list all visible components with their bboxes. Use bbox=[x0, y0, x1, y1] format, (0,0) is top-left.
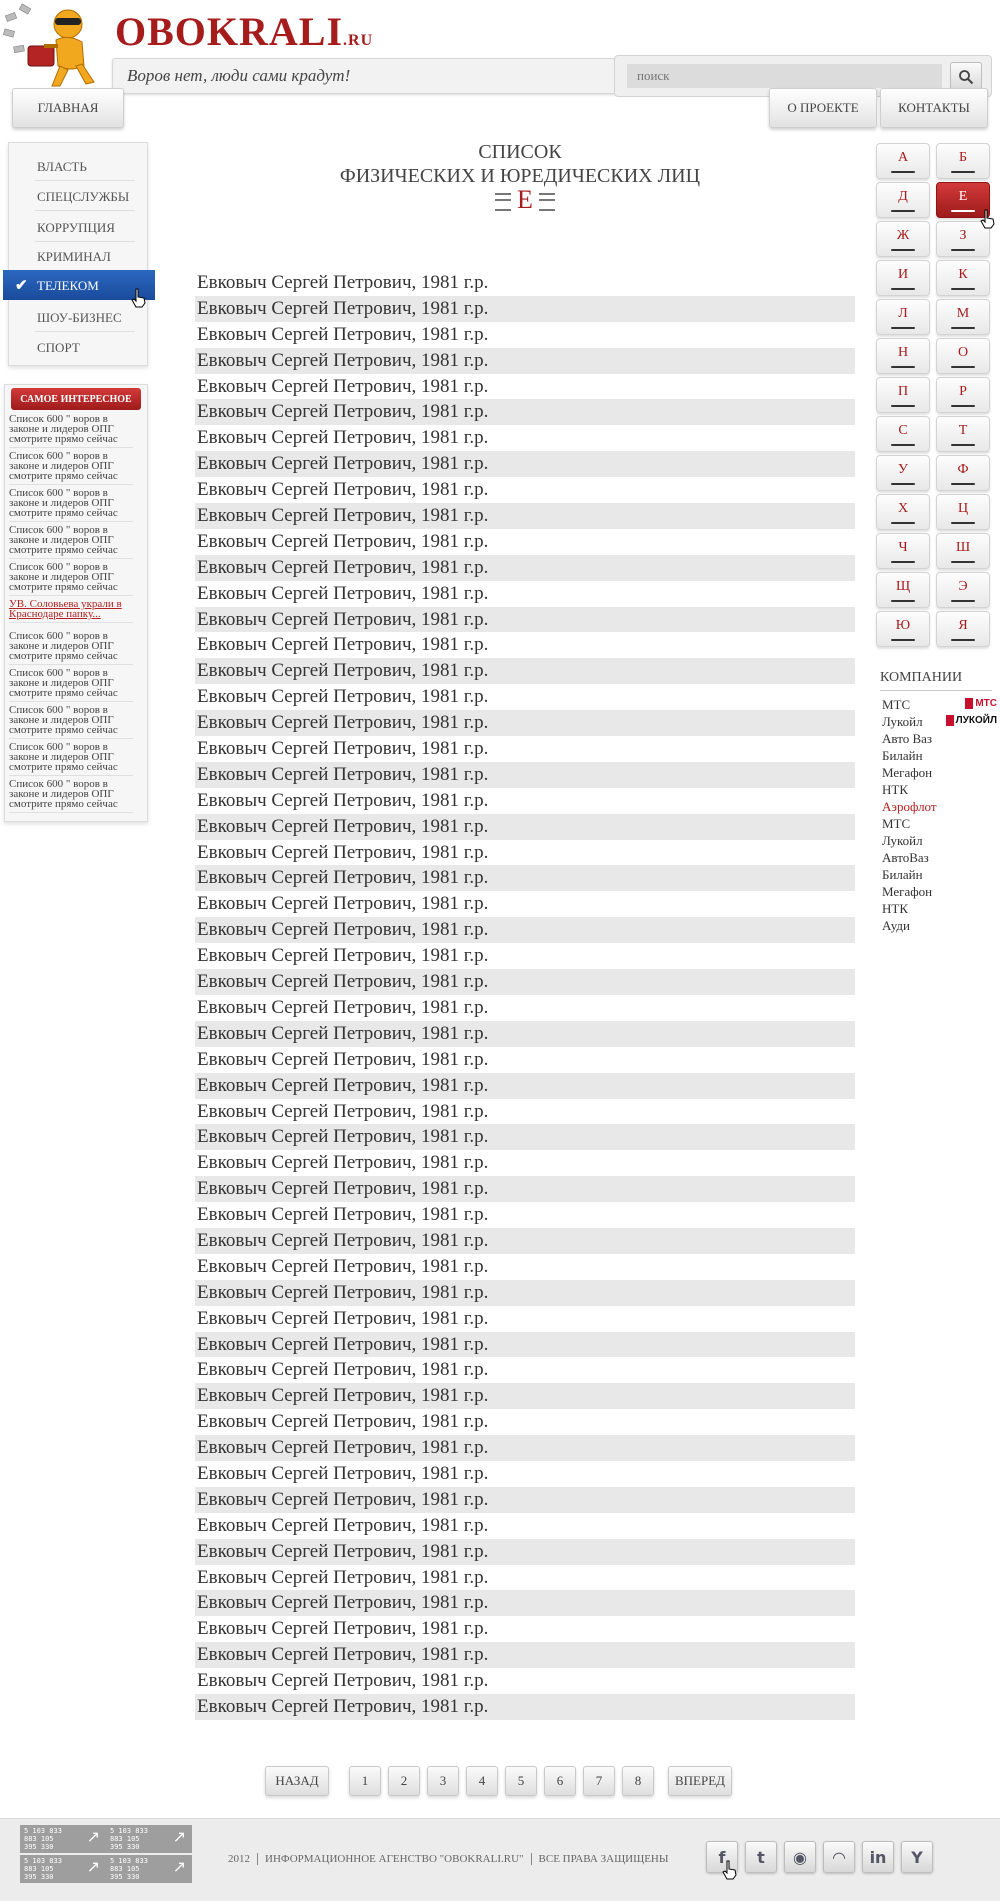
linkedin-icon: in bbox=[869, 1847, 887, 1867]
company-link[interactable] bbox=[882, 697, 997, 714]
right-lines-decoration bbox=[539, 193, 555, 211]
letter-button-16[interactable] bbox=[936, 416, 990, 452]
list-item[interactable]: Евковыч Сергей Петрович, 1981 г.р. bbox=[195, 1383, 855, 1409]
interesting-link[interactable]: Список 600 " воров в законе и лидеров ОПГ смотрите прямо сейчас bbox=[9, 525, 133, 559]
letter-label: К bbox=[958, 267, 968, 282]
menu-item-label: ВЛАСТЬ bbox=[37, 159, 87, 174]
letter-label: И bbox=[897, 267, 909, 282]
letter-underline bbox=[891, 405, 915, 407]
slogan-text: Воров нет, люди сами крадут! bbox=[127, 66, 351, 85]
letter-underline bbox=[951, 288, 975, 290]
nav-about-button[interactable]: О ПРОЕКТЕ bbox=[769, 88, 877, 128]
copyright-rights: ВСЕ ПРАВА ЗАЩИЩЕНЫ bbox=[538, 1853, 669, 1865]
menu-item-sport[interactable] bbox=[9, 332, 147, 362]
menu-item-specsluzhby[interactable] bbox=[9, 181, 147, 211]
letter-label: Э bbox=[958, 579, 968, 594]
letter-label: Ф bbox=[957, 462, 969, 477]
letter-underline bbox=[951, 639, 975, 641]
letter-underline bbox=[891, 210, 915, 212]
company-name: АвтоВаз bbox=[882, 850, 929, 865]
twitter-icon: t bbox=[757, 1847, 765, 1867]
title-line-2: ФИЗИЧЕСКИХ И ЮРЕДИЧЕСКИХ ЛИЦ bbox=[339, 165, 701, 187]
prev-page-button[interactable]: НАЗАД bbox=[265, 1766, 329, 1796]
letter-label: Ю bbox=[895, 618, 911, 633]
list-item[interactable]: Евковыч Сергей Петрович, 1981 г.р. bbox=[195, 451, 855, 477]
letter-underline bbox=[891, 483, 915, 485]
list-item[interactable]: Евковыч Сергей Петрович, 1981 г.р. bbox=[195, 814, 855, 840]
list-item[interactable]: Евковыч Сергей Петрович, 1981 г.р. bbox=[197, 1307, 489, 1329]
list-item[interactable]: Евковыч Сергей Петрович, 1981 г.р. bbox=[197, 996, 489, 1018]
letter-label: С bbox=[898, 423, 908, 438]
visitor-counter[interactable]: 5 103 833 883 105 395 330 ↗ bbox=[20, 1825, 106, 1853]
hand-cursor-icon bbox=[722, 1860, 738, 1885]
list-item[interactable]: Евковыч Сергей Петрович, 1981 г.р. bbox=[197, 1100, 489, 1122]
letter-button-20[interactable] bbox=[936, 494, 990, 530]
list-item[interactable]: Евковыч Сергей Петрович, 1981 г.р. bbox=[197, 375, 489, 397]
letter-button-14[interactable] bbox=[936, 377, 990, 413]
company-name: Мегафон bbox=[882, 884, 933, 899]
list-item[interactable]: Евковыч Сергей Петрович, 1981 г.р. bbox=[197, 686, 489, 708]
company-link[interactable] bbox=[882, 850, 997, 867]
company-logo: МТС bbox=[965, 698, 997, 709]
current-letter-indicator bbox=[495, 185, 555, 215]
slogan-bar bbox=[112, 58, 619, 94]
hand-cursor-icon bbox=[131, 288, 147, 313]
company-link[interactable] bbox=[882, 918, 997, 935]
companies-divider bbox=[880, 690, 992, 691]
list-item[interactable]: Евковыч Сергей Петрович, 1981 г.р. bbox=[197, 530, 489, 552]
letter-button-21[interactable] bbox=[876, 533, 930, 569]
letter-underline bbox=[891, 639, 915, 641]
company-name: Билайн bbox=[882, 748, 923, 763]
letter-label: Ш bbox=[955, 540, 971, 555]
page-button[interactable]: 7 bbox=[583, 1766, 615, 1796]
letter-underline bbox=[891, 366, 915, 368]
title-line-1: СПИСОК bbox=[478, 141, 562, 163]
letter-underline bbox=[951, 405, 975, 407]
menu-item-label: ШОУ-БИЗНЕС bbox=[37, 310, 122, 325]
menu-item-korrupciya[interactable] bbox=[9, 212, 147, 242]
list-item[interactable]: Евковыч Сергей Петрович, 1981 г.р. bbox=[197, 789, 489, 811]
list-item[interactable]: Евковыч Сергей Петрович, 1981 г.р. bbox=[195, 1021, 855, 1047]
interesting-header: САМОЕ ИНТЕРЕСНОЕ bbox=[11, 388, 141, 410]
company-name: Мегафон bbox=[882, 765, 933, 780]
current-letter: Е bbox=[517, 185, 533, 214]
list-item[interactable]: Евковыч Сергей Петрович, 1981 г.р. bbox=[197, 1359, 489, 1381]
letter-label: Д bbox=[898, 189, 908, 204]
company-link[interactable] bbox=[882, 816, 997, 833]
letter-underline bbox=[951, 327, 975, 329]
menu-item-vlast[interactable] bbox=[9, 151, 147, 181]
letter-label: Ц bbox=[957, 501, 969, 516]
left-lines-decoration bbox=[495, 193, 511, 211]
interesting-link[interactable]: Список 600 " воров в законе и лидеров ОПГ смотрите прямо сейчас bbox=[9, 414, 133, 448]
letter-label: Н bbox=[897, 345, 909, 360]
list-item[interactable]: Евковыч Сергей Петрович, 1981 г.р. bbox=[197, 1255, 489, 1277]
visitor-counter[interactable]: 5 103 833 883 105 395 330 ↗ bbox=[20, 1855, 106, 1883]
rss-icon: ◉ bbox=[793, 1847, 807, 1867]
interesting-link-highlighted[interactable]: УВ. Соловьева украли в Краснодаре папку... bbox=[9, 599, 133, 623]
interesting-link[interactable]: Список 600 " воров в законе и лидеров ОПГ смотрите прямо сейчас bbox=[9, 742, 133, 776]
company-link[interactable] bbox=[882, 884, 997, 901]
letter-button-18[interactable] bbox=[936, 455, 990, 491]
list-item[interactable]: Евковыч Сергей Петрович, 1981 г.р. bbox=[195, 1694, 855, 1720]
arrow-icon: ↗ bbox=[86, 1827, 100, 1846]
letter-label: У bbox=[898, 462, 908, 477]
search-input[interactable] bbox=[627, 64, 942, 88]
arrow-icon: ↗ bbox=[86, 1857, 100, 1876]
list-item[interactable]: Евковыч Сергей Петрович, 1981 г.р. bbox=[197, 1462, 489, 1484]
category-menu bbox=[8, 142, 148, 366]
list-item[interactable]: Евковыч Сергей Петрович, 1981 г.р. bbox=[195, 296, 855, 322]
interesting-link[interactable]: Список 600 " воров в законе и лидеров ОПГ смотрите прямо сейчас bbox=[9, 631, 133, 665]
letter-label: Я bbox=[958, 618, 968, 633]
list-item[interactable]: Евковыч Сергей Петрович, 1981 г.р. bbox=[195, 503, 855, 529]
pagination bbox=[265, 1766, 735, 1798]
menu-item-kriminal[interactable] bbox=[9, 241, 147, 271]
letter-label: П bbox=[897, 384, 909, 399]
letter-button-22[interactable] bbox=[936, 533, 990, 569]
letter-button-15[interactable] bbox=[876, 416, 930, 452]
company-link[interactable] bbox=[882, 901, 997, 918]
list-item[interactable]: Евковыч Сергей Петрович, 1981 г.р. bbox=[195, 1539, 855, 1565]
list-item[interactable]: Евковыч Сергей Петрович, 1981 г.р. bbox=[197, 634, 489, 656]
letter-underline bbox=[891, 288, 915, 290]
logo-mascot bbox=[0, 0, 110, 90]
page-title bbox=[195, 140, 845, 188]
list-item[interactable]: Евковыч Сергей Петрович, 1981 г.р. bbox=[195, 658, 855, 684]
list-item[interactable]: Евковыч Сергей Петрович, 1981 г.р. bbox=[197, 323, 489, 345]
list-item[interactable]: Евковыч Сергей Петрович, 1981 г.р. bbox=[195, 917, 855, 943]
list-item[interactable]: Евковыч Сергей Петрович, 1981 г.р. bbox=[195, 607, 855, 633]
letter-label: А bbox=[897, 150, 909, 165]
interesting-link[interactable]: Список 600 " воров в законе и лидеров ОПГ смотрите прямо сейчас bbox=[9, 779, 133, 813]
list-item[interactable]: Евковыч Сергей Петрович, 1981 г.р. bbox=[195, 1590, 855, 1616]
menu-item-label: КОРРУПЦИЯ bbox=[37, 220, 115, 235]
company-link[interactable] bbox=[882, 748, 997, 765]
list-item[interactable]: Евковыч Сергей Петрович, 1981 г.р. bbox=[195, 1487, 855, 1513]
nav-home-button[interactable]: ГЛАВНАЯ bbox=[12, 88, 124, 128]
site-logo[interactable] bbox=[115, 8, 373, 55]
list-item[interactable]: Евковыч Сергей Петрович, 1981 г.р. bbox=[197, 1411, 489, 1433]
letter-underline bbox=[951, 366, 975, 368]
copyright-year: 2012 bbox=[228, 1853, 250, 1865]
company-name: Билайн bbox=[882, 867, 923, 882]
letter-underline bbox=[891, 249, 915, 251]
letter-label: М bbox=[956, 306, 970, 321]
menu-item-label: ТЕЛЕКОМ bbox=[37, 278, 99, 293]
page-button[interactable]: 4 bbox=[466, 1766, 498, 1796]
letter-underline bbox=[891, 600, 915, 602]
letter-button-1[interactable] bbox=[876, 143, 930, 179]
company-name: Лукойл bbox=[882, 833, 923, 848]
companies-title: КОМПАНИИ bbox=[880, 670, 963, 685]
letter-button-3[interactable] bbox=[876, 182, 930, 218]
interesting-link[interactable]: Список 600 " воров в законе и лидеров ОПГ смотрите прямо сейчас bbox=[9, 562, 133, 596]
company-name: МТС bbox=[882, 816, 911, 831]
list-item[interactable]: Евковыч Сергей Петрович, 1981 г.р. bbox=[195, 399, 855, 425]
bookmark-button[interactable] bbox=[823, 1841, 855, 1873]
page-button[interactable]: 3 bbox=[427, 1766, 459, 1796]
list-item[interactable]: Евковыч Сергей Петрович, 1981 г.р. bbox=[195, 969, 855, 995]
checkmark-icon: ✔ bbox=[15, 278, 28, 294]
list-item[interactable]: Евковыч Сергей Петрович, 1981 г.р. bbox=[197, 427, 489, 449]
page-button[interactable]: 1 bbox=[349, 1766, 381, 1796]
letter-underline bbox=[951, 210, 975, 212]
visitor-counter[interactable]: 5 103 833 883 105 395 330 ↗ bbox=[106, 1825, 192, 1853]
list-item[interactable]: Евковыч Сергей Петрович, 1981 г.р. bbox=[195, 1228, 855, 1254]
company-link[interactable] bbox=[882, 765, 997, 782]
letter-label: Е bbox=[958, 189, 968, 204]
list-item[interactable]: Евковыч Сергей Петрович, 1981 г.р. bbox=[197, 1204, 489, 1226]
letter-label: Щ bbox=[895, 579, 911, 594]
letter-button-12[interactable] bbox=[936, 338, 990, 374]
letter-button-11[interactable] bbox=[876, 338, 930, 374]
letter-underline bbox=[891, 171, 915, 173]
letter-button-13[interactable] bbox=[876, 377, 930, 413]
companies-list bbox=[882, 697, 997, 935]
letter-label: Ж bbox=[896, 228, 910, 243]
letter-underline bbox=[951, 483, 975, 485]
hand-cursor-icon bbox=[980, 209, 996, 234]
yahoo-button[interactable] bbox=[901, 1841, 933, 1873]
logo-suffix: .RU bbox=[343, 32, 374, 49]
company-name: Авто Ваз bbox=[882, 731, 933, 746]
copyright-agency: ИНФОРМАЦИОННОЕ АГЕНСТВО "OBOKRALI.RU" bbox=[265, 1853, 524, 1865]
letter-button-2[interactable] bbox=[936, 143, 990, 179]
list-item[interactable]: Евковыч Сергей Петрович, 1981 г.р. bbox=[197, 1566, 489, 1588]
list-item[interactable]: Евковыч Сергей Петрович, 1981 г.р. bbox=[197, 582, 489, 604]
list-item[interactable]: Евковыч Сергей Петрович, 1981 г.р. bbox=[197, 1152, 489, 1174]
letter-underline bbox=[951, 561, 975, 563]
letter-label: О bbox=[957, 345, 969, 360]
next-page-button[interactable]: ВПЕРЕД bbox=[668, 1766, 732, 1796]
list-item[interactable]: Евковыч Сергей Петрович, 1981 г.р. bbox=[197, 1670, 489, 1692]
list-item[interactable]: Евковыч Сергей Петрович, 1981 г.р. bbox=[197, 1514, 489, 1536]
company-name: Ауди bbox=[882, 918, 910, 933]
company-name: Лукойл bbox=[882, 714, 923, 729]
letter-button-10[interactable] bbox=[936, 299, 990, 335]
list-item[interactable]: Евковыч Сергей Петрович, 1981 г.р. bbox=[195, 710, 855, 736]
letter-label: Б bbox=[958, 150, 968, 165]
list-item[interactable]: Евковыч Сергей Петрович, 1981 г.р. bbox=[195, 555, 855, 581]
letter-label: Ч bbox=[898, 540, 908, 555]
list-item[interactable]: Евковыч Сергей Петрович, 1981 г.р. bbox=[195, 1435, 855, 1461]
list-item[interactable]: Евковыч Сергей Петрович, 1981 г.р. bbox=[197, 479, 489, 501]
list-item[interactable]: Евковыч Сергей Петрович, 1981 г.р. bbox=[195, 1332, 855, 1358]
company-link[interactable] bbox=[882, 782, 997, 799]
arrow-icon: ↗ bbox=[172, 1857, 186, 1876]
list-item[interactable]: Евковыч Сергей Петрович, 1981 г.р. bbox=[197, 1048, 489, 1070]
page-button[interactable]: 8 bbox=[622, 1766, 654, 1796]
letter-underline bbox=[951, 171, 975, 173]
footer bbox=[0, 1818, 1000, 1901]
list-item[interactable]: Евковыч Сергей Петрович, 1981 г.р. bbox=[197, 893, 489, 915]
copyright bbox=[228, 1853, 668, 1865]
letter-button-9[interactable] bbox=[876, 299, 930, 335]
letter-button-24[interactable] bbox=[936, 572, 990, 608]
company-link[interactable] bbox=[882, 833, 997, 850]
letter-label: Р bbox=[959, 384, 967, 399]
letter-label: Х bbox=[897, 501, 909, 516]
letter-button-7[interactable] bbox=[876, 260, 930, 296]
list-item[interactable]: Евковыч Сергей Петрович, 1981 г.р. bbox=[195, 1124, 855, 1150]
rss-button[interactable] bbox=[784, 1841, 816, 1873]
letter-label: Т bbox=[958, 423, 968, 438]
letter-underline bbox=[891, 444, 915, 446]
letter-underline bbox=[951, 249, 975, 251]
list-item[interactable]: Евковыч Сергей Петрович, 1981 г.р. bbox=[195, 762, 855, 788]
list-item[interactable]: Евковыч Сергей Петрович, 1981 г.р. bbox=[197, 1618, 489, 1640]
list-item[interactable]: Евковыч Сергей Петрович, 1981 г.р. bbox=[197, 738, 489, 760]
page-button[interactable]: 5 bbox=[505, 1766, 537, 1796]
company-logo: ЛУКОЙЛ bbox=[946, 715, 997, 726]
letter-button-5[interactable] bbox=[876, 221, 930, 257]
menu-item-label: СПЕЦСЛУЖБЫ bbox=[37, 189, 130, 204]
twitter-button[interactable] bbox=[745, 1841, 777, 1873]
visitor-counter[interactable]: 5 103 833 883 105 395 330 ↗ bbox=[106, 1855, 192, 1883]
company-name: НТК bbox=[882, 901, 908, 916]
page-button[interactable]: 2 bbox=[388, 1766, 420, 1796]
arrow-icon: ↗ bbox=[172, 1827, 186, 1846]
letter-underline bbox=[891, 522, 915, 524]
bookmark-icon: ◠ bbox=[832, 1847, 846, 1867]
interesting-link[interactable]: Список 600 " воров в законе и лидеров ОПГ смотрите прямо сейчас bbox=[9, 668, 133, 702]
interesting-link[interactable]: Список 600 " воров в законе и лидеров ОПГ смотрите прямо сейчас bbox=[9, 451, 133, 485]
menu-item-label: КРИМИНАЛ bbox=[37, 249, 111, 264]
letter-underline bbox=[951, 522, 975, 524]
letter-button-26[interactable] bbox=[936, 611, 990, 647]
nav-contacts-button[interactable]: КОНТАКТЫ bbox=[880, 88, 988, 128]
letter-underline bbox=[951, 600, 975, 602]
list-item[interactable]: Евковыч Сергей Петрович, 1981 г.р. bbox=[195, 348, 855, 374]
letter-underline bbox=[951, 444, 975, 446]
list-item[interactable]: Евковыч Сергей Петрович, 1981 г.р. bbox=[195, 1642, 855, 1668]
page-button[interactable]: 6 bbox=[544, 1766, 576, 1796]
yahoo-icon: Y bbox=[911, 1847, 923, 1867]
list-item[interactable]: Евковыч Сергей Петрович, 1981 г.р. bbox=[195, 1280, 855, 1306]
company-link[interactable] bbox=[882, 731, 997, 748]
facebook-icon: f bbox=[718, 1847, 726, 1867]
search-icon bbox=[958, 69, 974, 85]
list-item[interactable]: Евковыч Сергей Петрович, 1981 г.р. bbox=[197, 841, 489, 863]
company-name: МТС bbox=[882, 697, 911, 712]
menu-item-label: СПОРТ bbox=[37, 340, 80, 355]
list-item[interactable]: Евковыч Сергей Петрович, 1981 г.р. bbox=[195, 865, 855, 891]
letter-button-8[interactable] bbox=[936, 260, 990, 296]
letter-label: З bbox=[959, 228, 967, 243]
letter-underline bbox=[891, 561, 915, 563]
letter-button-23[interactable] bbox=[876, 572, 930, 608]
letter-label: Л bbox=[898, 306, 908, 321]
list-item[interactable]: Евковыч Сергей Петрович, 1981 г.р. bbox=[197, 945, 489, 967]
company-name: Аэрофлот bbox=[882, 799, 937, 814]
interesting-panel bbox=[4, 384, 148, 822]
letter-underline bbox=[891, 327, 915, 329]
company-link[interactable] bbox=[882, 799, 997, 816]
interesting-link[interactable]: Список 600 " воров в законе и лидеров ОПГ смотрите прямо сейчас bbox=[9, 488, 133, 522]
logo-main-text: OBOKRALI bbox=[115, 9, 344, 54]
letter-button-17[interactable] bbox=[876, 455, 930, 491]
company-link[interactable] bbox=[882, 714, 997, 731]
list-item[interactable]: Евковыч Сергей Петрович, 1981 г.р. bbox=[197, 272, 489, 293]
list-item[interactable]: Евковыч Сергей Петрович, 1981 г.р. bbox=[195, 1176, 855, 1202]
company-link[interactable] bbox=[882, 867, 997, 884]
menu-item-shou-biznes[interactable] bbox=[9, 302, 147, 332]
interesting-link[interactable]: Список 600 " воров в законе и лидеров ОПГ смотрите прямо сейчас bbox=[9, 705, 133, 739]
letter-button-25[interactable] bbox=[876, 611, 930, 647]
list-item[interactable]: Евковыч Сергей Петрович, 1981 г.р. bbox=[195, 1073, 855, 1099]
letter-button-19[interactable] bbox=[876, 494, 930, 530]
name-list bbox=[195, 270, 855, 1720]
company-name: НТК bbox=[882, 782, 908, 797]
linkedin-button[interactable] bbox=[862, 1841, 894, 1873]
